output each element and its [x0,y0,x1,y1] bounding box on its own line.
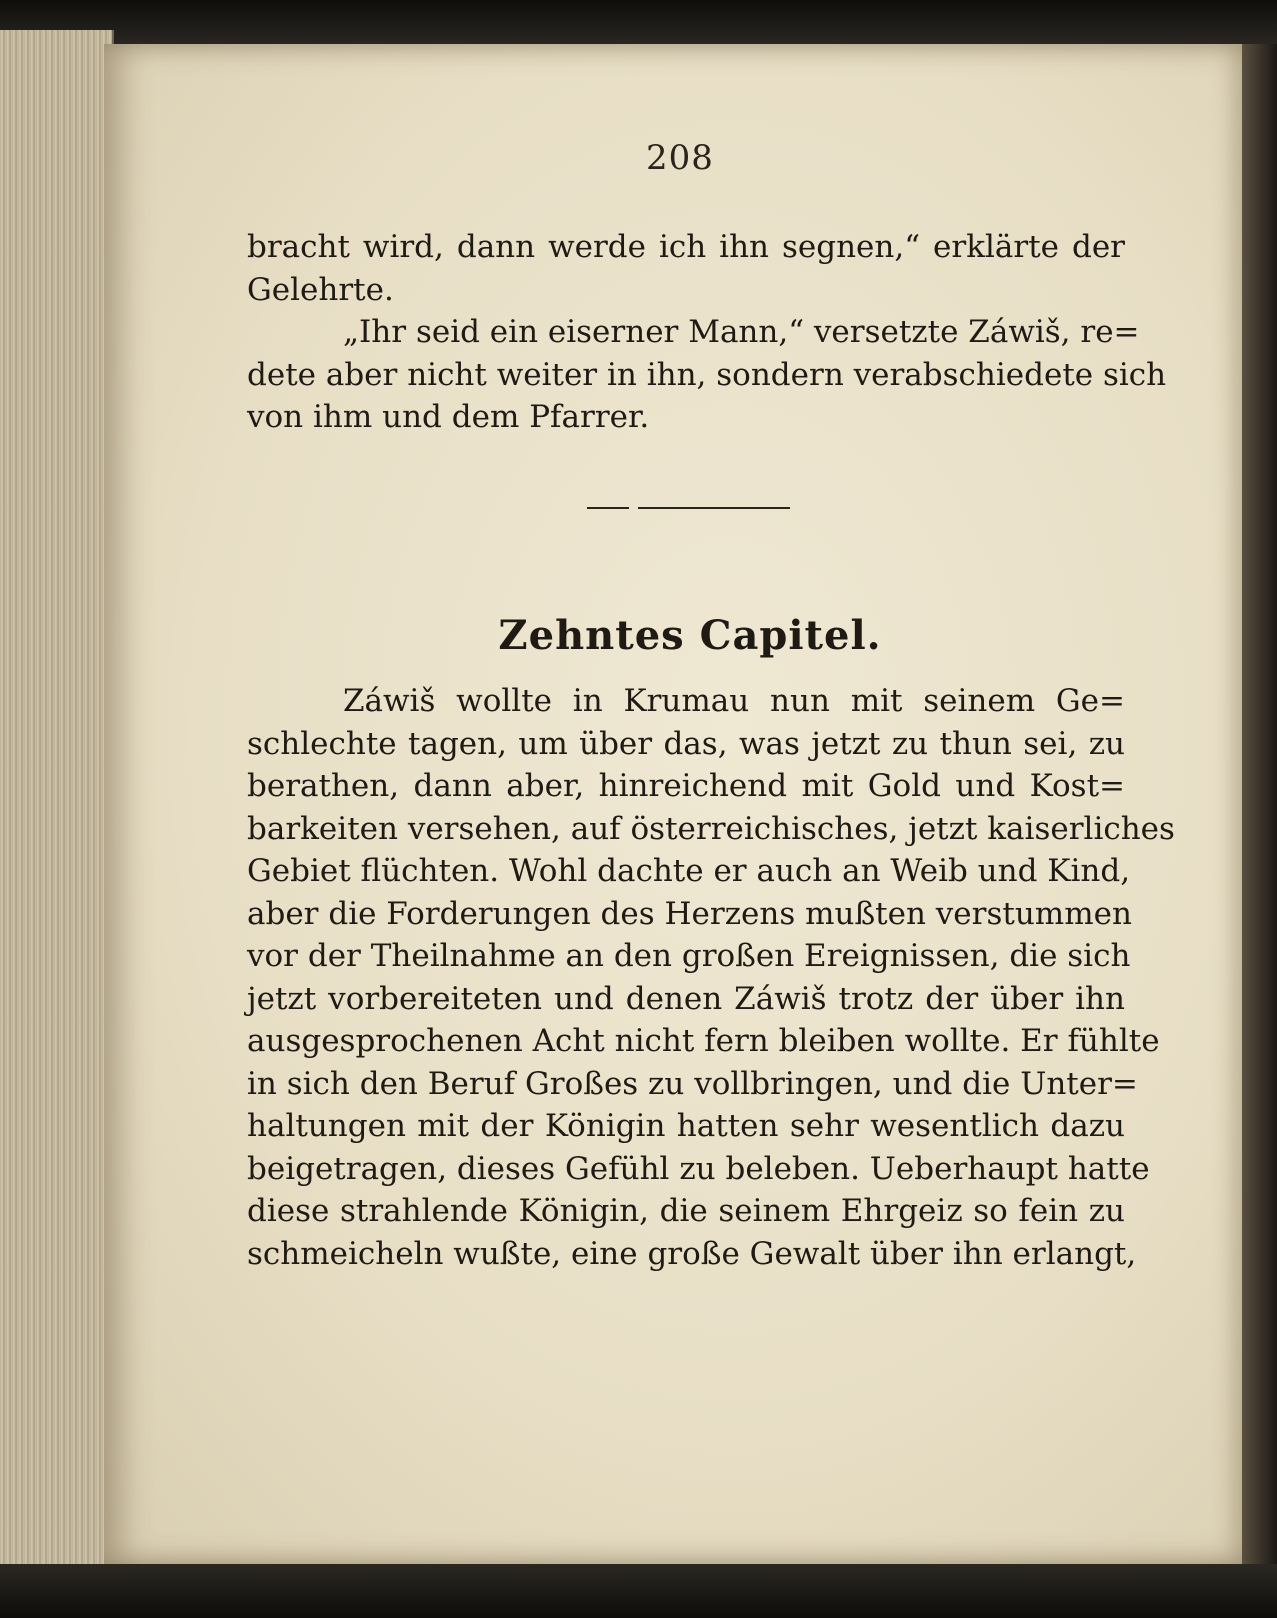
book-top-edge [0,0,1277,46]
text-line: schmeicheln wußte, eine große Gewalt über ihn erlangt, [247,1235,1137,1272]
text-line: vor der Theilnahme an den großen Ereignissen, die sich [247,938,1131,974]
text-line: barkeiten versehen, auf österreichisches, jetzt kaiserliches [247,810,1175,847]
section-rule-long [638,507,790,509]
text-line: beigetragen, dieses Gefühl zu beleben. Ueberhaupt hatte [247,1150,1150,1187]
text-line: in sich den Beruf Großes zu vollbringen, und die Unter= [247,1065,1138,1102]
section-rule-short [587,507,629,509]
text-line: Gebiet flüchten. Wohl dachte er auch an Weib und Kind, [247,853,1131,889]
text-line: von ihm und dem Pfarrer. [247,399,650,435]
text-line: ausgesprochenen Acht nicht fern bleiben wollte. Er fühlte [247,1023,1160,1059]
text-line: diese strahlende Königin, die seinem Ehrgeiz so fein zu [247,1193,1125,1229]
text-line: jetzt vorbereiteten und denen Záwiš trotz der über ihn [247,980,1125,1017]
text-line: bracht wird, dann werde ich ihn segnen,“ erklärte der [247,229,1125,265]
text-line: Gelehrte. [247,271,394,308]
text-line: dete aber nicht weiter in ihn, sondern verabschiedete sich [247,356,1167,393]
chapter-title: Zehntes Capitel. [498,612,882,659]
page-edges [0,30,114,1570]
text-line: „Ihr seid ein eiserner Mann,“ versetzte Záwiš, re= [343,314,1140,350]
text-line: haltungen mit der Königin hatten sehr wesentlich dazu [247,1108,1125,1144]
text-line: schlechte tagen, um über das, was jetzt zu thun sei, zu [247,725,1125,762]
book-bottom-edge [0,1564,1277,1618]
text-line: aber die Forderungen des Herzens mußten verstummen [247,895,1132,932]
opening-text [247,226,1167,439]
book-right-edge [1242,44,1277,1564]
text-line: Záwiš wollte in Krumau nun mit seinem Ge= [343,683,1125,719]
page-number: 208 [646,138,714,178]
chapter-text [247,680,1175,1275]
text-line: berathen, dann aber, hinreichend mit Gold und Kost= [247,768,1125,804]
